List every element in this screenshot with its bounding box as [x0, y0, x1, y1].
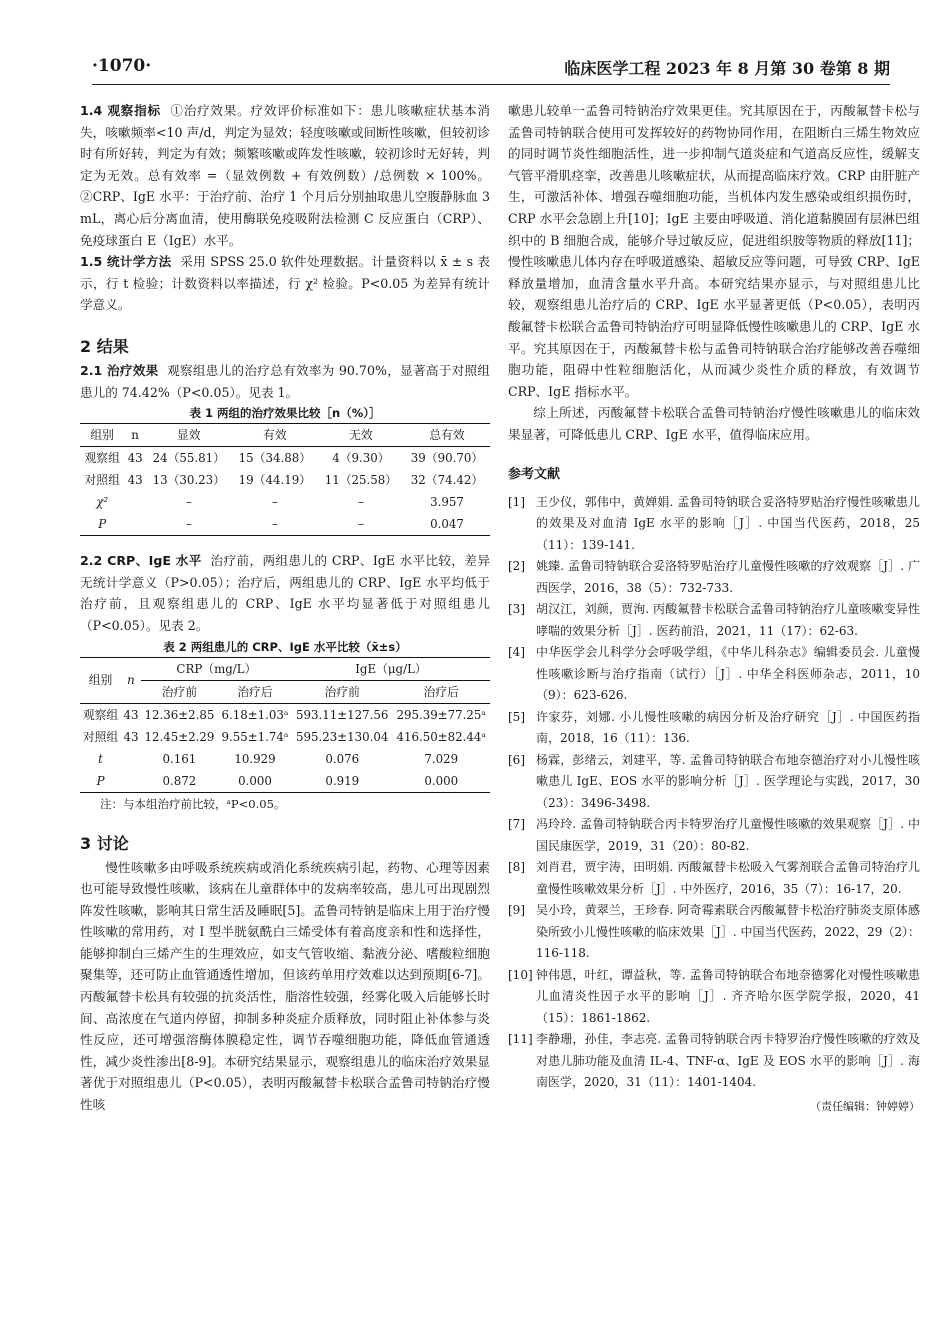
- table-cell: 6.18±1.03ᵃ: [221, 707, 289, 722]
- table-1-header-row: [80, 424, 490, 447]
- reference-item: [508, 814, 920, 857]
- reference-number: [11]: [508, 1032, 533, 1046]
- section-2-1-title: 2.1 治疗效果: [80, 362, 159, 378]
- section-1-4: [80, 100, 490, 251]
- table-2-note: 注：与本组治疗前比较，ᵃP<0.05。: [100, 796, 286, 811]
- reference-text: 刘肖君，贾宇涛，田明娟. 丙酸氟替卡松吸入气雾剂联合孟鲁司特治疗儿童慢性咳嗽效果分析［J］. 中外医疗，2016，35（7）：16-17，20.: [536, 860, 920, 896]
- table-2-header-before: 治疗前: [141, 680, 218, 703]
- section-1-4-title: 1.4 观察指标: [80, 103, 161, 118]
- reference-number: [10]: [508, 967, 533, 982]
- table-cell: 4（9.30）: [332, 451, 390, 466]
- table-cell: 对照组: [84, 473, 120, 488]
- reference-text: 中华医学会儿科学分会呼吸学组，《中华儿科杂志》编辑委员会. 儿童慢性咳嗽诊断与治疗指南（试行）［J］. 中华全科医师杂志，2011，10（9）：623-626.: [536, 645, 920, 702]
- discussion-paragraph-1-continued: 嗽患儿较单一孟鲁司特钠治疗效果更佳。究其原因在于，丙酸氟替卡松与孟鲁司特钠联合使用可发挥较好的药物协同作用，在阻断白三烯生物效应的同时调节炎性细胞活性，进一步抑制气道炎症和气道高反应性，缓解支气管平滑肌痉挛，改善患儿咳嗽症状，从而提高临床疗效。CRP 由肝脏产生，可激活补体、增强吞噬细胞功能，当机体内发生感染或组织损伤时，CRP 水平会急剧上升[10]；IgE 主要由呼吸道、消化道黏膜固有层淋巴组织中的 B 细胞合成，能够介导过敏反应，促进组织胺等物质的释放[11]；慢性咳嗽患儿体内存在呼吸道感染、超敏反应等问题，可导致 CRP、IgE 释放量增加，血清含量水平升高。本研究结果亦显示，与对照组患儿比较，观察组患儿治疗后的 CRP、IgE 水平显著更低（P<0.05），表明丙酸氟替卡松联合孟鲁司特钠治疗可明显降低慢性咳嗽患儿的 CRP、IgE 水平。究其原因在于，丙酸氟替卡松与孟鲁司特钠联合治疗能够改善吞噬细胞功能，阻碍中性粒细胞活化，从而减少炎性介质的释放，有效调节 CRP、IgE 指标水平。: [508, 103, 920, 399]
- table-1-header: n: [124, 424, 145, 447]
- table-cell: P: [98, 517, 107, 532]
- references-heading: 参考文献: [508, 466, 561, 482]
- table-row: [80, 513, 490, 536]
- reference-item: [508, 900, 920, 965]
- table-cell: [124, 491, 145, 513]
- table-cell: t: [98, 751, 103, 766]
- reference-text: 李静珊，孙佳，李志亮. 孟鲁司特钠联合丙卡特罗治疗慢性咳嗽的疗效及对患儿肺功能及血清 IL-4、TNF-α、IgE 及 EOS 水平的影响［J］. 海南医学，2020，31（11）：1401-1404.: [536, 1032, 920, 1089]
- table-row: [80, 703, 490, 726]
- table-cell: 观察组: [84, 451, 120, 466]
- reference-item: [508, 492, 920, 557]
- table-2: [80, 657, 490, 793]
- table-cell: 19（44.19）: [238, 473, 312, 488]
- table-2-caption: 表 2 两组患儿的 CRP、IgE 水平比较（x̄±s）: [163, 639, 407, 654]
- table-cell: 24（55.81）: [152, 451, 225, 466]
- reference-number: [8]: [508, 860, 525, 874]
- table-1-header: 总有效: [404, 424, 490, 447]
- table-row: [80, 726, 490, 748]
- reference-item: [508, 750, 920, 815]
- table-cell: 15（34.88）: [238, 451, 312, 466]
- table-2-header-row: [80, 657, 490, 680]
- table-cell: –: [185, 495, 192, 510]
- table-1-header: 组别: [80, 424, 124, 447]
- table-row: [80, 770, 490, 793]
- reference-text: 冯玲玲. 孟鲁司特钠联合丙卡特罗治疗儿童慢性咳嗽的效果观察［J］. 中国民康医学，2019，31（20）：80-82.: [536, 817, 920, 853]
- reference-text: 杨霖，彭绪云，刘建平，等. 孟鲁司特钠联合布地奈德治疗对小儿慢性咳嗽患儿 IgE、EOS 水平的影响分析［J］. 医学理论与实践，2017，30（23）：3496-3498.: [536, 752, 920, 810]
- reference-item: [508, 707, 920, 750]
- reference-number: [4]: [508, 645, 525, 659]
- table-cell: 7.029: [424, 751, 459, 766]
- reference-item: [508, 556, 920, 599]
- table-cell: 12.45±2.29: [144, 729, 215, 744]
- section-2-1-text: 观察组患儿的治疗总有效率为 90.70%，显著高于对照组患儿的 74.42%（P<0.05）。见表 1。: [80, 362, 490, 400]
- table-2-header-group: 组别: [80, 657, 121, 703]
- table-cell: 0.000: [424, 773, 459, 788]
- table-cell: 9.55±1.74ᵃ: [221, 729, 289, 744]
- discussion-heading: 3 讨论: [80, 833, 129, 853]
- table-1-header: 无效: [318, 424, 404, 447]
- table-cell: 0.047: [430, 517, 464, 532]
- table-cell: χ²: [96, 495, 109, 510]
- table-cell: 0.161: [162, 751, 197, 766]
- table-cell: 11（25.58）: [324, 473, 398, 488]
- reference-text: 吴小玲，黄翠兰，王珍春. 阿奇霉素联合丙酸氟替卡松治疗肺炎支原体感染所致小儿慢性咳嗽的临床效果［J］. 中国当代医药，2022，29（2）：116-118.: [536, 903, 920, 960]
- reference-item: [508, 599, 920, 642]
- reference-list: [508, 492, 920, 1094]
- table-cell: 0.000: [238, 773, 272, 788]
- reference-item: [508, 965, 920, 1030]
- table-cell: 43: [127, 451, 143, 466]
- section-1-5-text: 采用 SPSS 25.0 软件处理数据。计量资料以 x̄ ± s 表示，行 t 检验；计数资料以率描述，行 χ² 检验。P<0.05 为差异有统计学意义。: [80, 254, 490, 313]
- table-cell: 12.36±2.85: [144, 707, 215, 722]
- results-heading: 2 结果: [80, 336, 129, 356]
- responsible-editor: （责任编辑：钟婷婷）: [810, 1099, 920, 1113]
- table-1-caption: 表 1 两组的治疗效果比较［n（%）］: [189, 406, 381, 421]
- table-cell: 32（74.42）: [410, 473, 484, 488]
- page-header: [92, 54, 890, 85]
- table-cell: 39（90.70）: [410, 451, 484, 466]
- section-2-2-title: 2.2 CRP、IgE 水平: [80, 553, 202, 569]
- reference-number: [7]: [508, 817, 525, 831]
- discussion-paragraph-1: 慢性咳嗽多由呼吸系统疾病或消化系统疾病引起，药物、心理等因素也可能导致慢性咳嗽，该病在儿童群体中的发病率较高，患儿可出现剧烈阵发性咳嗽，影响其日常生活及睡眠[5]。孟鲁司特钠是临床上用于治疗慢性咳嗽的常用药，对 I 型半胱氨酰白三烯受体有着高度亲和性和选择性，能够抑制白三烯产生的生理效应，如支气管收缩、黏液分泌、嗜酸粒细胞聚集等，还可防止血管通透性增加，但该药单用疗效难以达到预期[6-7]。丙酸氟替卡松具有较强的抗炎活性，脂溶性较强，经雾化吸入后能够长时间、高浓度在气道内停留，抑制多种炎症介质释放，同时阻止补体参与炎性反应，还可增强溶酶体膜稳定性，调节吞噬细胞功能，降低血管通透性，减少炎性渗出[8-9]。本研究结果显示，观察组患儿的临床治疗效果显著优于对照组患儿（P<0.05），表明丙酸氟替卡松联合孟鲁司特钠治疗慢性咳: [80, 859, 490, 1113]
- table-cell: 0.919: [325, 773, 360, 788]
- right-column: [508, 100, 920, 1120]
- table-2-header-after: 治疗后: [393, 680, 491, 703]
- section-1-5-title: 1.5 统计学方法: [80, 254, 172, 270]
- table-2-header-before: 治疗前: [292, 680, 393, 703]
- table-1: [80, 423, 490, 536]
- section-1-4-text: ①治疗效果。疗效评价标准如下：患儿咳嗽症状基本消失，咳嗽频率<10 声/d，判定为显效；轻度咳嗽或间断性咳嗽，但较初诊时有所好转，判定为有效；频繁咳嗽或阵发性咳嗽，较初诊时无好转，判定为无效。总有效率 =（显效例数 + 有效例数）/总例数 × 100%。②CRP、IgE 水平：于治疗前、治疗 1 个月后分别抽取患儿空腹静脉血 3 mL，离心后分离血清，使用酶联免疫吸附法检测 C 反应蛋白（CRP）、免疫球蛋白 E（IgE）水平。: [80, 103, 491, 248]
- table-cell: 416.50±82.44ᵃ: [396, 729, 486, 744]
- table-cell: 对照组: [82, 729, 119, 744]
- table-cell: 595.23±130.04: [296, 729, 389, 744]
- table-cell: 0.872: [162, 773, 197, 788]
- discussion-conclusion: 综上所述，丙酸氟替卡松联合孟鲁司特钠治疗慢性咳嗽患儿的临床效果显著，可降低患儿 CRP、IgE 水平，值得临床应用。: [508, 405, 920, 442]
- table-cell: –: [185, 517, 192, 532]
- table-cell: –: [357, 517, 364, 532]
- table-cell: 43: [127, 473, 143, 488]
- reference-number: [6]: [508, 752, 525, 767]
- reference-item: [508, 1029, 920, 1094]
- table-cell: [124, 513, 145, 536]
- page-number: ·1070·: [92, 56, 152, 76]
- table-cell: [121, 770, 141, 793]
- reference-text: 许家芬，刘娜. 小儿慢性咳嗽的病因分析及治疗研究［J］. 中国医药指南，2018，16（11）：136.: [536, 709, 920, 745]
- table-cell: P: [96, 773, 105, 788]
- reference-text: 姚臻. 孟鲁司特钠联合妥洛特罗贴治疗儿童慢性咳嗽的疗效观察［J］. 广西医学，2016，38（5）：732-733.: [536, 559, 920, 595]
- table-row: [80, 748, 490, 770]
- table-2-subheader-row: [80, 680, 490, 703]
- table-1-header: 显效: [146, 424, 232, 447]
- reference-text: 钟伟恩，叶红，谭益秋，等. 孟鲁司特钠联合布地奈德雾化对慢性咳嗽患儿血清炎性因子水平的影响［J］. 齐齐哈尔医学院学报，2020，41（15）：1861-1862.: [536, 967, 920, 1025]
- reference-item: [508, 642, 920, 707]
- table-2-header-n: n: [121, 657, 141, 703]
- left-column: [80, 100, 490, 1116]
- table-cell: 10.929: [234, 751, 276, 766]
- reference-item: [508, 857, 920, 900]
- table-cell: [121, 748, 141, 770]
- table-row: [80, 447, 490, 470]
- table-cell: 观察组: [82, 707, 119, 722]
- table-row: [80, 469, 490, 491]
- table-cell: 43: [123, 707, 139, 722]
- table-2-header-ige: IgE（μg/L）: [292, 657, 490, 680]
- reference-text: 胡汉江，刘颜，贾洵. 丙酸氟替卡松联合孟鲁司特钠治疗儿童咳嗽变异性哮喘的效果分析［J］. 医药前沿，2021，11（17）：62-63.: [536, 602, 920, 638]
- reference-text: 王少仪，郭伟中，黄婵娟. 孟鲁司特钠联合妥洛特罗贴治疗慢性咳嗽患儿的效果及对血清 IgE 水平的影响［J］. 中国当代医药，2018，25（11）：139-141.: [536, 494, 920, 552]
- reference-number: [2]: [508, 559, 525, 573]
- table-cell: 13（30.23）: [152, 473, 225, 488]
- table-cell: –: [271, 495, 278, 510]
- table-row: [80, 491, 490, 513]
- section-2-1: [80, 360, 490, 403]
- journal-title: 临床医学工程 2023 年 8 月第 30 卷第 8 期: [564, 59, 890, 78]
- table-cell: 3.957: [430, 495, 464, 510]
- reference-number: [9]: [508, 903, 525, 917]
- reference-number: [5]: [508, 709, 525, 724]
- section-2-2-text: 治疗前，两组患儿的 CRP、IgE 水平比较，差异无统计学意义（P>0.05）；治疗后，两组患儿的 CRP、IgE 水平均低于治疗前，且观察组患儿的 CRP、IgE 水平均显著低于对照组患儿（P<0.05）。见表 2。: [80, 553, 490, 633]
- table-cell: –: [271, 517, 278, 532]
- table-cell: 593.11±127.56: [296, 707, 389, 722]
- table-1-header: 有效: [232, 424, 318, 447]
- reference-number: [3]: [508, 602, 525, 616]
- table-2-header-after: 治疗后: [218, 680, 292, 703]
- table-2-header-crp: CRP（mg/L）: [141, 657, 292, 680]
- table-cell: 295.39±77.25ᵃ: [396, 707, 486, 722]
- section-2-2: [80, 550, 490, 636]
- reference-number: [1]: [508, 494, 525, 509]
- table-cell: 0.076: [325, 751, 360, 766]
- section-1-5: [80, 251, 490, 316]
- table-cell: 43: [123, 729, 139, 744]
- table-cell: –: [357, 495, 364, 510]
